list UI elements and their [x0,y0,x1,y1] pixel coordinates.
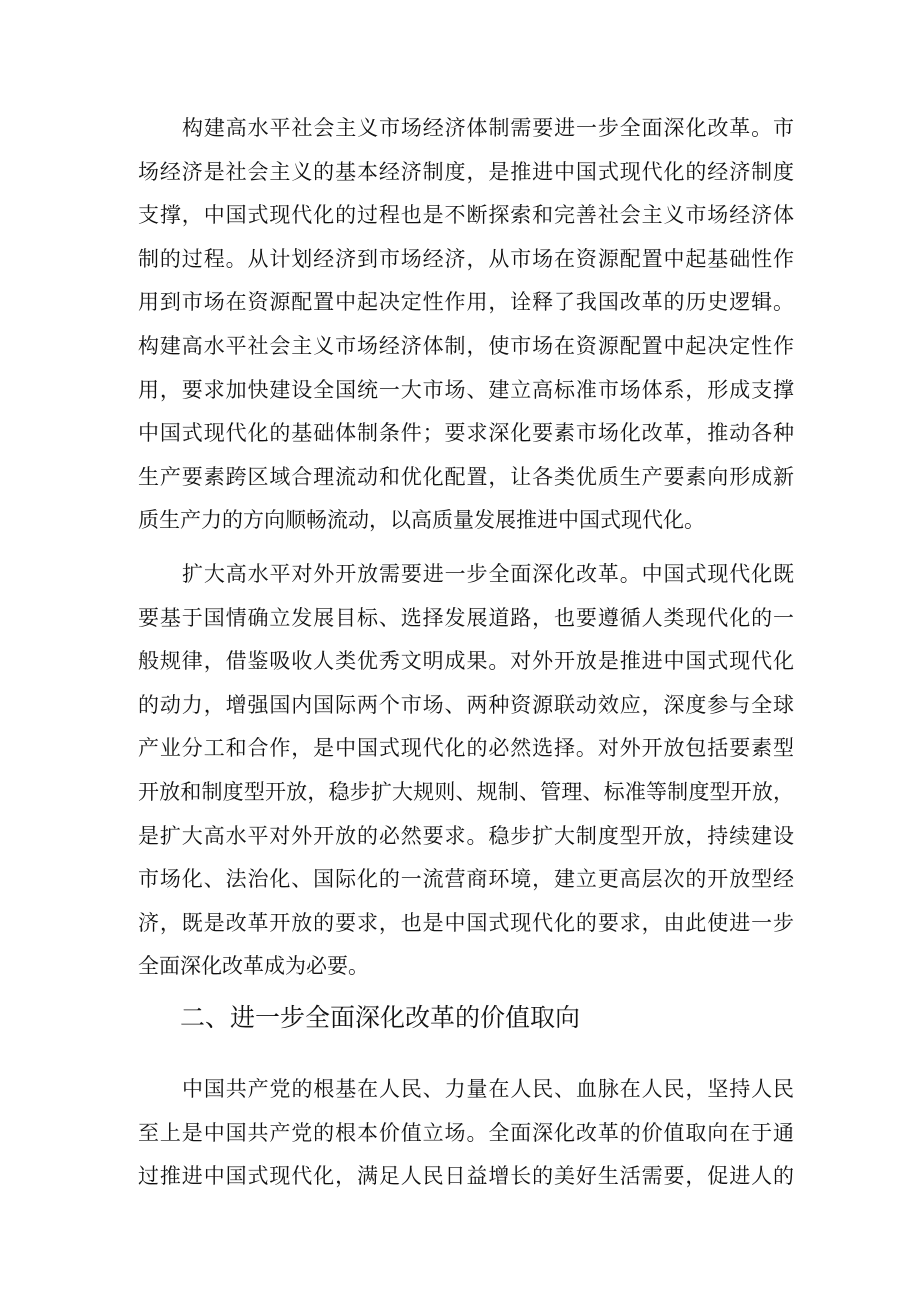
paragraph-line: 构建高水平社会主义市场经济体制需要进一步全面深化改革。市 [182,116,794,140]
paragraph-line: 过推进中国式现代化，满足人民日益增长的美好生活需要，促进人的 [138,1164,794,1189]
paragraph-line: 的动力，增强国内国际两个市场、两种资源联动效应，深度参与全球 [138,692,794,717]
paragraph-line: 要基于国情确立发展目标、选择发展道路，也要遵循人类现代化的一 [138,605,794,630]
paragraph-line: 中国式现代化的基础体制条件；要求深化要素市场化改革，推动各种 [138,421,794,446]
paragraph-line: 支撑，中国式现代化的过程也是不断探索和完善社会主义市场经济体 [138,203,794,228]
paragraph-line: 全面深化改革成为必要。 [138,954,369,979]
paragraph-line: 场经济是社会主义的基本经济制度，是推进中国式现代化的经济制度 [138,159,794,184]
paragraph-line: 用到市场在资源配置中起决定性作用，诠释了我国改革的历史逻辑。 [138,290,794,315]
paragraph-value-orientation [138,1068,794,1199]
paragraph-opening-up [138,553,794,989]
paragraph-line: 生产要素跨区域合理流动和优化配置，让各类优质生产要素向形成新 [138,464,794,489]
paragraph-line: 中国共产党的根基在人民、力量在人民、血脉在人民，坚持人民 [182,1077,794,1101]
section-heading: 二、进一步全面深化改革的价值取向 [180,1003,581,1032]
paragraph-line: 至上是中国共产党的根本价值立场。全面深化改革的价值取向在于通 [138,1120,794,1145]
paragraph-line: 制的过程。从计划经济到市场经济，从市场在资源配置中起基础性作 [138,246,794,271]
paragraph-line: 用，要求加快建设全国统一大市场、建立高标准市场体系，形成支撑 [138,377,794,402]
paragraph-line: 是扩大高水平对外开放的必然要求。稳步扩大制度型开放，持续建设 [138,823,794,848]
paragraph-line: 济，既是改革开放的要求，也是中国式现代化的要求，由此使进一步 [138,910,794,935]
paragraph-line: 般规律，借鉴吸收人类优秀文明成果。对外开放是推进中国式现代化 [138,649,794,674]
paragraph-line: 扩大高水平对外开放需要进一步全面深化改革。中国式现代化既 [182,562,794,586]
paragraph-market-economy [138,107,794,543]
paragraph-line: 质生产力的方向顺畅流动，以高质量发展推进中国式现代化。 [138,508,705,533]
paragraph-line: 市场化、法治化、国际化的一流营商环境，建立更高层次的开放型经 [138,867,794,892]
paragraph-line: 构建高水平社会主义市场经济体制，使市场在资源配置中起决定性作 [138,333,794,358]
paragraph-line: 产业分工和合作，是中国式现代化的必然选择。对外开放包括要素型 [138,736,794,761]
paragraph-line: 开放和制度型开放，稳步扩大规则、规制、管理、标准等制度型开放， [138,779,794,804]
